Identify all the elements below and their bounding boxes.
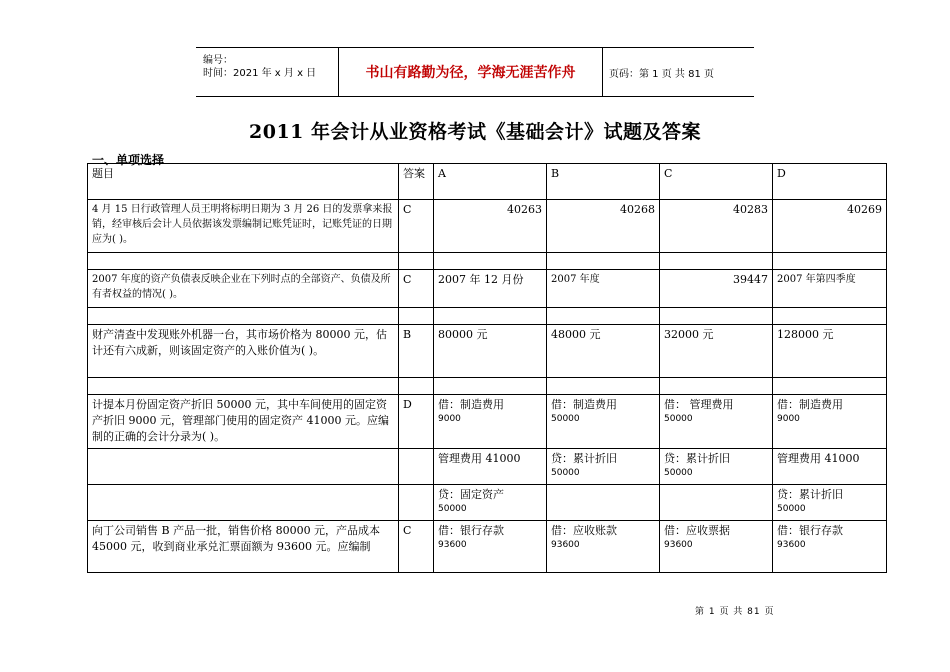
entry-label: 借： 管理费用 (664, 398, 734, 411)
entry-value: 93600 (551, 540, 580, 550)
entry-value: 93600 (777, 540, 806, 550)
header-a: A (434, 164, 547, 200)
table-row (88, 200, 887, 253)
date-text: 时间：2021 年 x 月 x 日 (203, 68, 317, 79)
option-a (434, 485, 547, 521)
question-text: 计提本月份固定资产折旧 50000 元，其中车间使用的固定资产折旧 9000 元，管理部门使用的固定资产 41000 元。应编制的正确的会计分录为( )。 (88, 395, 399, 449)
answer-cell: C (399, 270, 434, 308)
option-d: 128000 元 (773, 325, 887, 378)
table-row (88, 521, 887, 573)
option-d (773, 449, 887, 485)
entry-value: 50000 (664, 414, 693, 424)
option-d: 40269 (773, 200, 887, 253)
header-question: 题目 (88, 164, 399, 200)
page-number-text: 页码：第 1 页 共 81 页 (609, 69, 714, 80)
header-meta (196, 48, 339, 96)
entry-label: 借：应收票据 (664, 524, 730, 537)
entry-value: 50000 (551, 468, 580, 478)
page-title: 2011 年会计从业资格考试《基础会计》试题及答案 (249, 121, 701, 143)
question-table (87, 163, 887, 573)
entry-value: 9000 (777, 414, 800, 424)
option-c (660, 395, 773, 449)
entry-label: 管理费用 41000 (777, 452, 860, 465)
question-text: 4 月 15 日行政管理人员王明将标明日期为 3 月 26 日的发票拿来报销，经审核后会计人员依据该发票编制记账凭证时，记账凭证的日期应为( )。 (88, 200, 399, 253)
entry-label: 借：制造费用 (551, 398, 617, 411)
answer-cell: C (399, 521, 434, 573)
option-c: 40283 (660, 200, 773, 253)
option-d: 2007 年第四季度 (773, 270, 887, 308)
header-b: B (547, 164, 660, 200)
option-c: 39447 (660, 270, 773, 308)
option-b (547, 449, 660, 485)
entry-label: 借：银行存款 (438, 524, 504, 537)
table-row (88, 485, 887, 521)
spacer-row (88, 253, 887, 270)
entry-label: 贷：累计折旧 (664, 452, 730, 465)
answer-cell: B (399, 325, 434, 378)
option-c (660, 521, 773, 573)
table-row (88, 395, 887, 449)
header-answer: 答案 (399, 164, 434, 200)
option-c: 32000 元 (660, 325, 773, 378)
entry-label: 贷：固定资产 (438, 488, 504, 501)
option-a: 40263 (434, 200, 547, 253)
table-header-row (88, 164, 887, 200)
spacer-row (88, 308, 887, 325)
entry-label: 借：制造费用 (438, 398, 504, 411)
spacer-row (88, 378, 887, 395)
option-a: 80000 元 (434, 325, 547, 378)
entry-value: 50000 (777, 504, 806, 514)
entry-label: 借：制造费用 (777, 398, 843, 411)
entry-label: 管理费用 41000 (438, 452, 521, 465)
option-b: 2007 年度 (547, 270, 660, 308)
entry-label: 贷：累计折旧 (551, 452, 617, 465)
motto-text: 书山有路勤为径，学海无涯苦作舟 (339, 48, 603, 96)
answer-cell: D (399, 395, 434, 449)
option-d (773, 521, 887, 573)
entry-value: 50000 (664, 468, 693, 478)
question-text: 2007 年度的资产负债表反映企业在下列时点的全部资产、负债及所有者权益的情况( )。 (88, 270, 399, 308)
entry-value: 50000 (438, 504, 467, 514)
option-a (434, 395, 547, 449)
option-d (773, 485, 887, 521)
section-heading: 一、单项选择 (92, 153, 165, 167)
option-a (434, 521, 547, 573)
option-b (547, 395, 660, 449)
entry-value: 9000 (438, 414, 461, 424)
header-c: C (660, 164, 773, 200)
entry-value: 93600 (664, 540, 693, 550)
answer-cell: C (399, 200, 434, 253)
table-row (88, 449, 887, 485)
entry-label: 借：银行存款 (777, 524, 843, 537)
entry-label: 借：应收账款 (551, 524, 617, 537)
entry-value: 93600 (438, 540, 467, 550)
entry-value: 50000 (551, 414, 580, 424)
option-a: 2007 年 12 月份 (434, 270, 547, 308)
option-c (660, 449, 773, 485)
option-d (773, 395, 887, 449)
table-row (88, 325, 887, 378)
page-footer: 第 1 页 共 81 页 (695, 607, 775, 617)
serial-label: 编号： (203, 55, 233, 66)
header-d: D (773, 164, 887, 200)
option-b: 40268 (547, 200, 660, 253)
table-row (88, 270, 887, 308)
question-text: 向丁公司销售 B 产品一批，销售价格 80000 元，产品成本 45000 元，收到商业承兑汇票面额为 93600 元。应编制 (88, 521, 399, 573)
option-b (547, 521, 660, 573)
option-b: 48000 元 (547, 325, 660, 378)
entry-label: 贷：累计折旧 (777, 488, 843, 501)
option-a (434, 449, 547, 485)
question-text: 财产清查中发现账外机器一台，其市场价格为 80000 元，估计还有六成新，则该固定资产的入账价值为( )。 (88, 325, 399, 378)
document-header (196, 47, 754, 97)
